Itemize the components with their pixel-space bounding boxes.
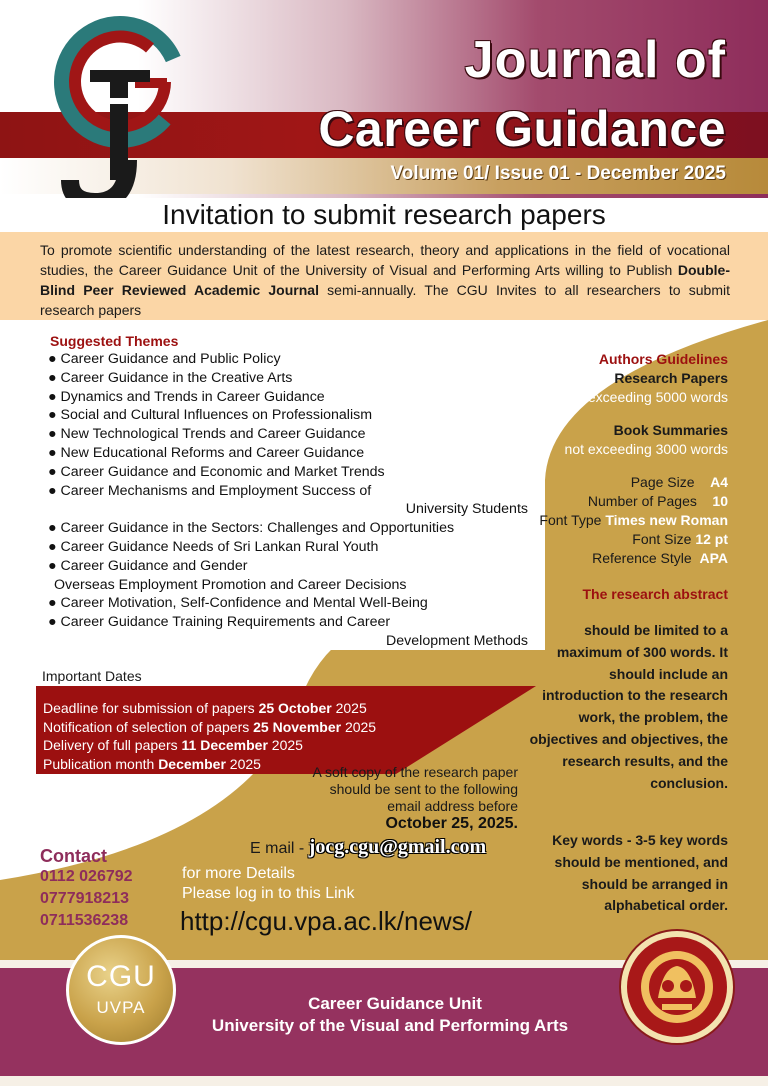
invitation-heading: Invitation to submit research papers (0, 198, 768, 232)
book-summaries-limit: not exceeding 3000 words (564, 441, 728, 457)
contact-heading: Contact (40, 846, 107, 866)
phone-number[interactable]: 0112 026792 (40, 868, 133, 885)
date-item: Publication month December 2025 (43, 755, 261, 772)
softcopy-instructions: A soft copy of the research paper should be sent to the following email address before (312, 764, 518, 814)
intro-text-bold: Double-Blind Peer Reviewed Academic Journal (40, 262, 730, 298)
cgu-logo-text: CGU (86, 960, 156, 993)
date-item: Notification of selection of papers 25 November 2025 (43, 718, 377, 735)
page-size-label: Page Size (630, 474, 695, 490)
email-label: E mail - (250, 840, 309, 857)
font-type-row (488, 511, 728, 530)
volume-issue: Volume 01/ Issue 01 - December 2025 (390, 163, 726, 184)
theme-item-continued: University Students (405, 501, 528, 518)
email-row (250, 836, 486, 859)
theme-item: ● New Educational Reforms and Career Guidance (48, 444, 365, 461)
more-details (182, 864, 355, 904)
theme-item: ● Social and Cultural Influences on Professionalism (48, 407, 373, 424)
theme-item: ● Career Guidance and Economic and Market Trends (48, 463, 385, 480)
email-link[interactable]: jocg.cgu@gmail.com (308, 836, 487, 858)
themes-list (48, 350, 548, 651)
font-size-label: Font Size (632, 531, 692, 547)
dates-list (43, 699, 376, 773)
abstract-text: should be limited to a maximum of 300 words. It should include an introduction to the research work, the problem, the objectives and objectives, the research results, and the conclusion. (529, 622, 728, 791)
intro-text-part1: To promote scientific understanding of the latest research, theory and applications in the field of vocational studies, the Career Guidance Unit of the University of Visual and Performing Arts willing to Publish (40, 242, 730, 278)
pages-value: 10 (712, 493, 728, 509)
theme-item: Overseas Employment Promotion and Career Decisions (54, 576, 407, 593)
date-item: Delivery of full papers 11 December 2025 (43, 737, 303, 753)
page-size-row (488, 473, 728, 492)
theme-item: ● Career Guidance in the Sectors: Challenges and Opportunities (48, 520, 455, 537)
authors-guidelines (488, 350, 728, 568)
cgu-uvpa-logo (66, 935, 176, 1045)
journal-title-line2: Career Guidance (318, 101, 726, 157)
contact-phones (40, 866, 133, 932)
phone-number[interactable]: 0777918213 (40, 890, 129, 907)
pages-label: Number of Pages (587, 493, 697, 509)
keywords-text: Key words - 3-5 key words should be mentioned, and should be arranged in alphabetical order. (552, 832, 728, 914)
page-size-value: A4 (710, 474, 728, 490)
theme-item: ● Career Guidance and Gender (48, 557, 248, 574)
phone-number[interactable]: 0711536238 (40, 912, 129, 929)
pages-row (488, 492, 728, 511)
reference-label: Reference Style (592, 550, 692, 566)
research-papers-label: Research Papers (614, 370, 728, 386)
footer-university-name: University of the Visual and Performing Arts (211, 1016, 569, 1035)
theme-item: ● Career Guidance in the Creative Arts (48, 369, 293, 386)
font-type-label: Font Type (539, 512, 602, 528)
intro-paragraph (40, 240, 730, 320)
theme-item: ● Career Guidance Training Requirements and Career (48, 614, 391, 631)
journal-title-line1: Journal of (464, 31, 726, 89)
reference-row (488, 549, 728, 568)
cgj-logo (40, 10, 200, 210)
more-details-line1: for more Details (182, 865, 295, 882)
research-papers-limit: not exceeding 5000 words (564, 389, 728, 405)
footer-bottom-strip (0, 1076, 768, 1086)
theme-item: ● Dynamics and Trends in Career Guidance (48, 388, 325, 405)
font-size-value: 12 pt (695, 531, 728, 547)
important-dates-label: Important Dates (42, 668, 142, 684)
themes-heading: Suggested Themes (50, 333, 179, 349)
university-seal-icon (618, 928, 736, 1046)
submission-deadline: October 25, 2025. (385, 815, 518, 832)
abstract-heading: The research abstract (582, 586, 728, 602)
uvpa-logo-text: UVPA (96, 998, 146, 1017)
date-item: Deadline for submission of papers 25 October 2025 (43, 700, 367, 716)
theme-item: ● Career Guidance and Public Policy (48, 351, 281, 367)
theme-item: ● Career Motivation, Self-Confidence and Mental Well-Being (48, 595, 428, 612)
font-size-row (488, 530, 728, 549)
theme-item-continued: Development Methods (386, 632, 528, 649)
book-summaries-label: Book Summaries (613, 422, 728, 438)
news-link[interactable]: http://cgu.vpa.ac.lk/news/ (180, 906, 472, 936)
reference-value: APA (699, 550, 728, 566)
theme-item: ● New Technological Trends and Career Guidance (48, 426, 366, 443)
font-type-value: Times new Roman (605, 512, 728, 528)
more-details-line2: Please log in to this Link (182, 885, 355, 902)
intro-text-part2: semi-annually. The CGU Invites to all researchers to submit research papers (40, 282, 731, 318)
footer-unit-name: Career Guidance Unit (308, 994, 482, 1013)
theme-item: ● Career Guidance Needs of Sri Lankan Rural Youth (48, 538, 379, 555)
guidelines-heading: Authors Guidelines (598, 351, 728, 367)
theme-item: ● Career Mechanisms and Employment Success of (48, 482, 372, 499)
